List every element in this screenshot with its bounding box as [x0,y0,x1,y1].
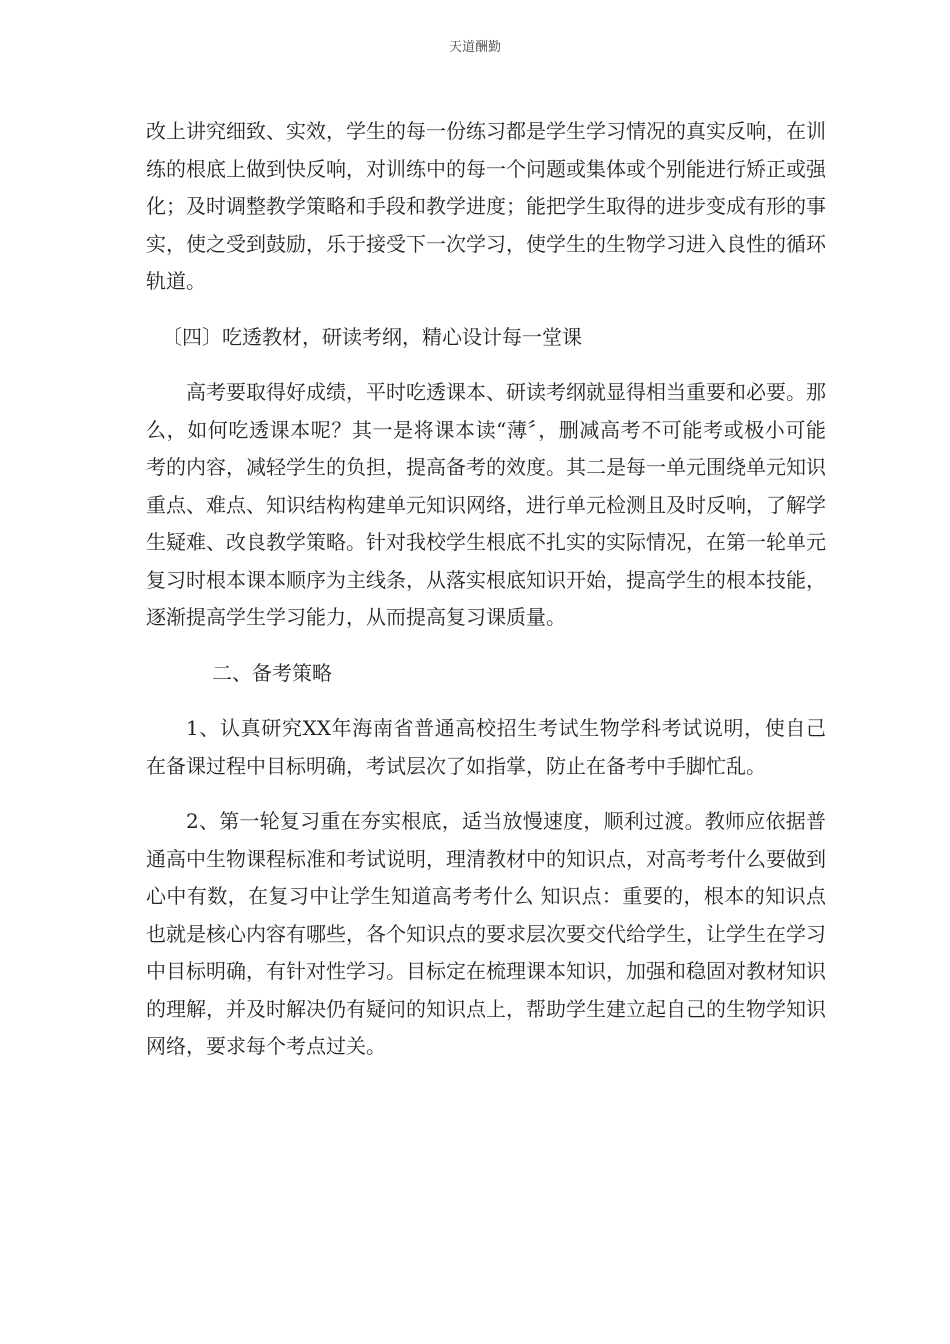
paragraph-strategy-2: 2、第一轮复习重在夯实根底，适当放慢速度，顺利过渡。教师应依据普通高中生物课程标准和考试说明，理清教材中的知识点，对高考考什么要做到心中有数，在复习中让学生知道高考考什么 知识点：重要的，根本的知识点也就是核心内容有哪些，各个知识点的要求层次要交代给学生，让学生在学习中目标明确，有针对性学习。目标定在梳理课本知识，加强和稳固对教材知识的理解，并及时解决仍有疑问的知识点上，帮助学生建立起自己的生物学知识网络，要求每个考点过关。 [146,809,826,1058]
section-heading-4: 〔四〕吃透教材，研读考纲，精心设计每一堂课 [162,324,582,349]
paragraph-feedback: 改上讲究细致、实效，学生的每一份练习都是学生学习情况的真实反响，在训练的根底上做到快反响，对训练中的每一个问题或集体或个别能进行矫正或强化；及时调整教学策略和手段和教学进度；能把学生取得的进步变成有形的事实，使之受到鼓励，乐于接受下一次学习，使学生的生物学习进入良性的循环轨道。 [146,119,826,293]
section-heading-strategy: 二、备考策略 [212,660,332,685]
page-header: 天道酬勤 [448,40,501,55]
paragraph-textbook: 高考要取得好成绩，平时吃透课本、研读考纲就显得相当重要和必要。那么，如何吃透课本呢？其一是将课本读“薄〞，删减高考不可能考或极小可能考的内容，减轻学生的负担，提高备考的效度。其二是每一单元围绕单元知识重点、难点、知识结构构建单元知识网络，进行单元检测且及时反响，了解学生疑难、改良教学策略。针对我校学生根底不扎实的实际情况，在第一轮单元复习时根本课本顺序为主线条，从落实根底知识开始，提高学生的根本技能，逐渐提高学生学习能力，从而提高复习课质量。 [146,380,826,629]
document-body [146,113,826,1084]
paragraph-strategy-1: 1、认真研究XX年海南省普通高校招生考试生物学科考试说明，使自己在备课过程中目标明确，考试层次了如指掌，防止在备考中手脚忙乱。 [146,716,826,778]
